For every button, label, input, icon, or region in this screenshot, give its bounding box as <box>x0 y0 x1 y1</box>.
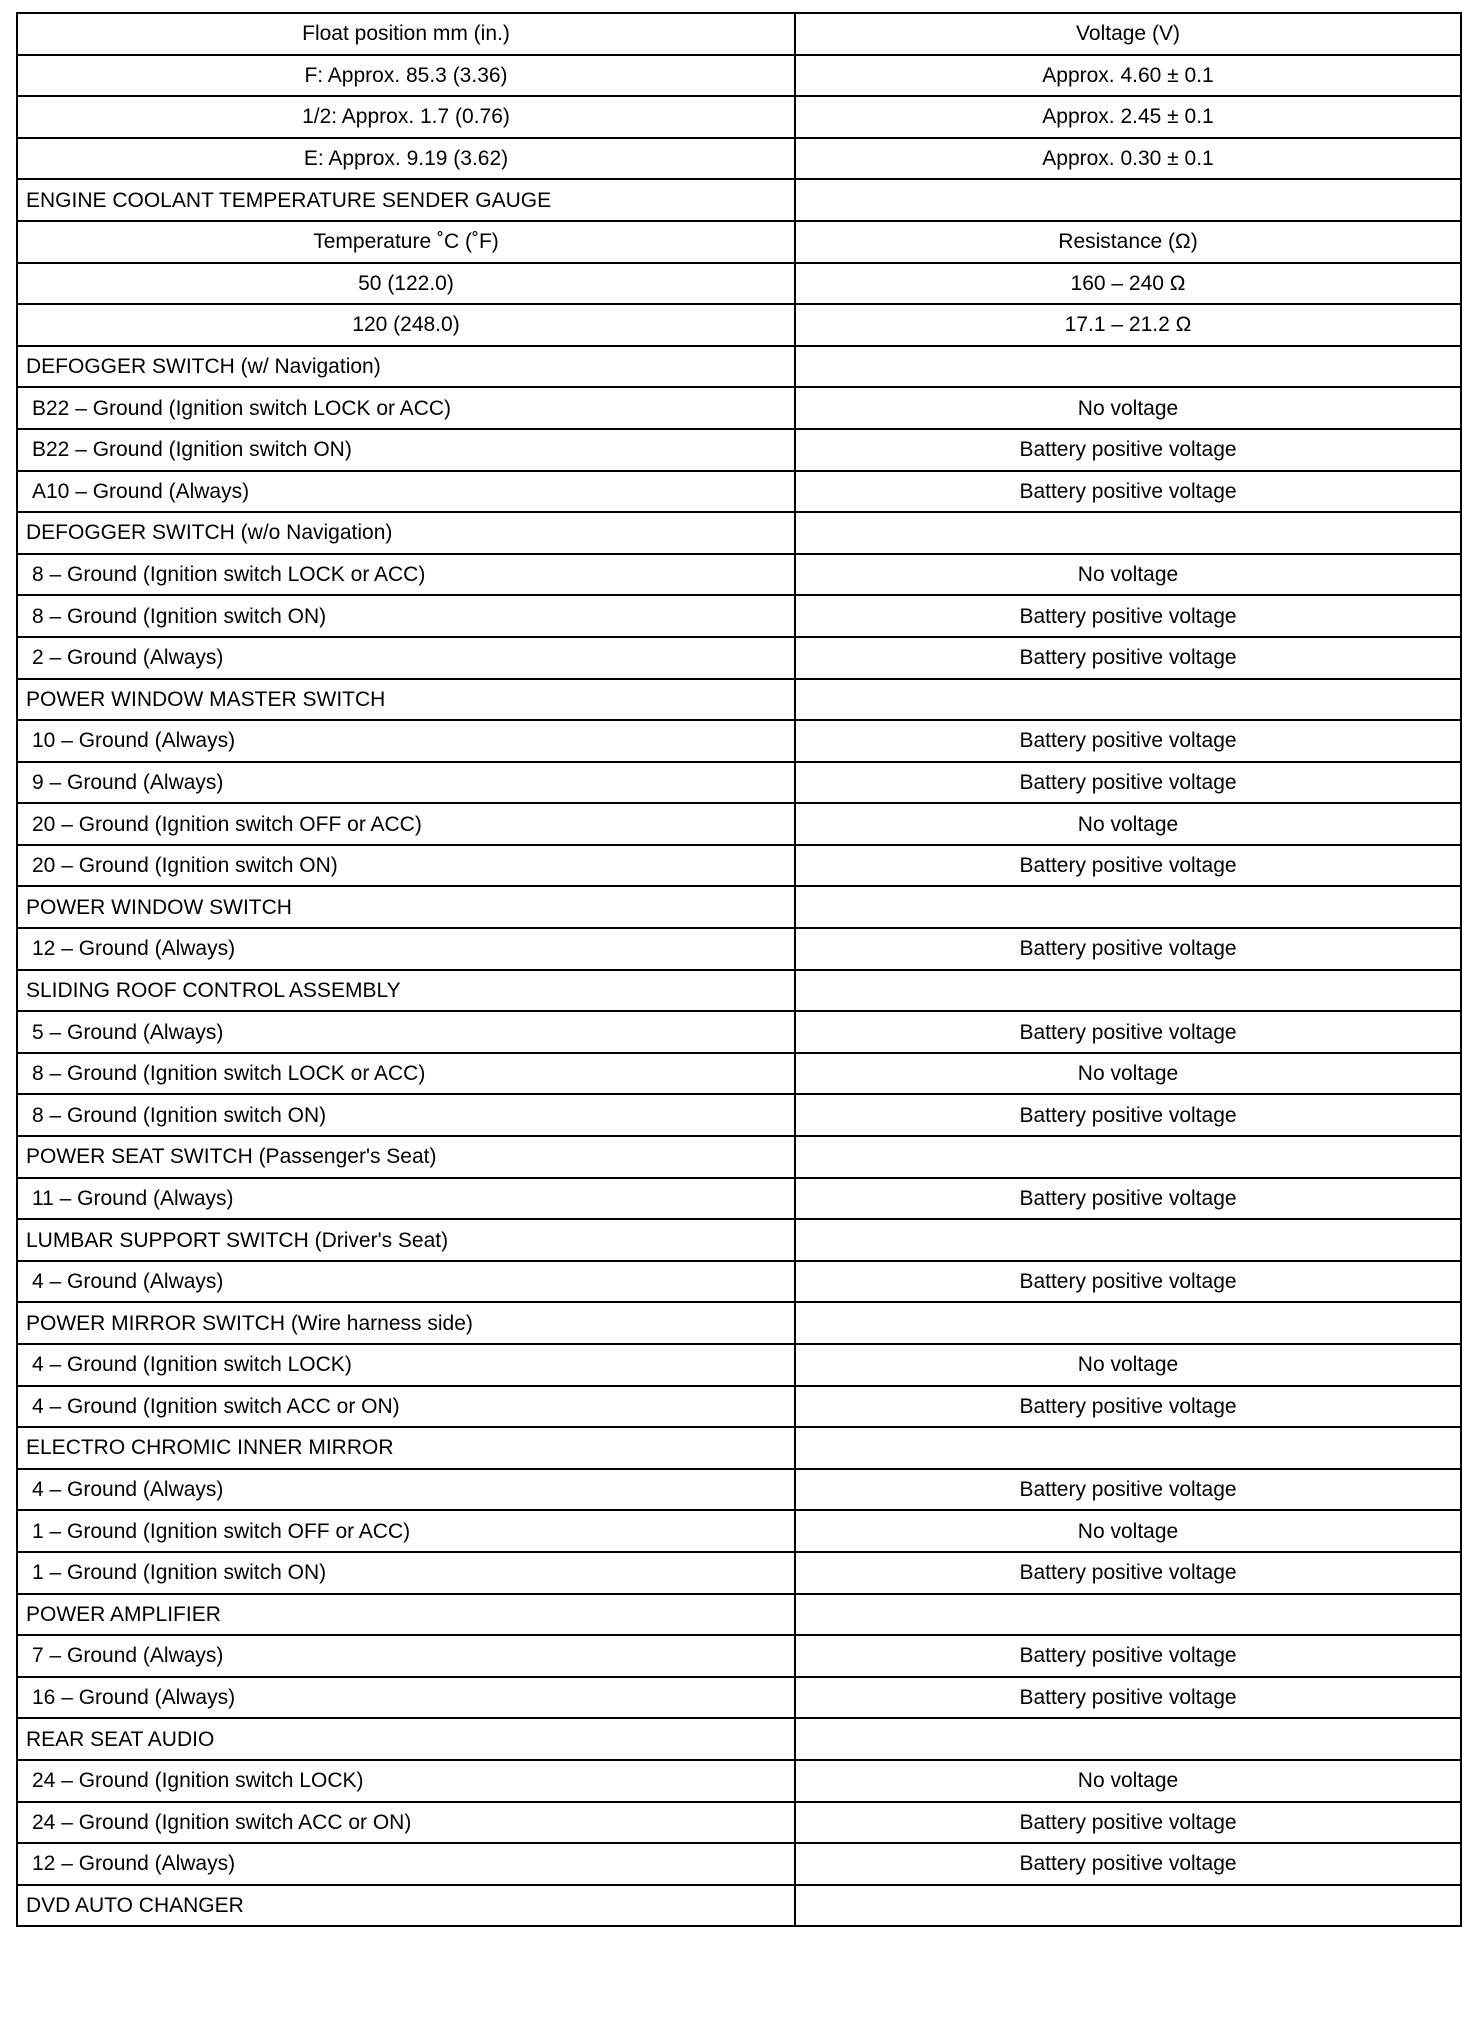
specified-value-cell: Battery positive voltage <box>795 1802 1461 1844</box>
empty-cell <box>795 1427 1461 1469</box>
table-row <box>17 55 1461 97</box>
specified-value-cell: No voltage <box>795 1510 1461 1552</box>
condition-cell: B22 – Ground (Ignition switch LOCK or ACC) <box>17 387 795 429</box>
section-row <box>17 1219 1461 1261</box>
header-row <box>17 221 1461 263</box>
empty-cell <box>795 886 1461 928</box>
specified-value-cell: Battery positive voltage <box>795 1469 1461 1511</box>
empty-cell <box>795 1302 1461 1344</box>
condition-cell: 4 – Ground (Ignition switch ACC or ON) <box>17 1386 795 1428</box>
condition-cell: 20 – Ground (Ignition switch OFF or ACC) <box>17 803 795 845</box>
section-row <box>17 1136 1461 1178</box>
condition-cell: 1/2: Approx. 1.7 (0.76) <box>17 96 795 138</box>
specified-value-cell: Voltage (V) <box>795 13 1461 55</box>
condition-cell: 7 – Ground (Always) <box>17 1635 795 1677</box>
specified-value-cell: Battery positive voltage <box>795 720 1461 762</box>
section-row <box>17 1594 1461 1636</box>
table-row <box>17 554 1461 596</box>
specified-value-cell: 17.1 – 21.2 Ω <box>795 304 1461 346</box>
condition-cell: B22 – Ground (Ignition switch ON) <box>17 429 795 471</box>
section-title-cell: POWER WINDOW MASTER SWITCH <box>17 679 795 721</box>
spec-table <box>16 12 1462 1927</box>
condition-cell: 120 (248.0) <box>17 304 795 346</box>
specified-value-cell: Resistance (Ω) <box>795 221 1461 263</box>
table-row <box>17 1178 1461 1220</box>
specified-value-cell: No voltage <box>795 803 1461 845</box>
table-row <box>17 471 1461 513</box>
section-row <box>17 1885 1461 1927</box>
section-row <box>17 179 1461 221</box>
empty-cell <box>795 1885 1461 1927</box>
empty-cell <box>795 1136 1461 1178</box>
condition-cell: 10 – Ground (Always) <box>17 720 795 762</box>
section-title-cell: LUMBAR SUPPORT SWITCH (Driver's Seat) <box>17 1219 795 1261</box>
section-row <box>17 1302 1461 1344</box>
table-row <box>17 429 1461 471</box>
condition-cell: 16 – Ground (Always) <box>17 1677 795 1719</box>
table-row <box>17 138 1461 180</box>
condition-cell: 2 – Ground (Always) <box>17 637 795 679</box>
condition-cell: A10 – Ground (Always) <box>17 471 795 513</box>
condition-cell: 24 – Ground (Ignition switch ACC or ON) <box>17 1802 795 1844</box>
condition-cell: 9 – Ground (Always) <box>17 762 795 804</box>
specified-value-cell: Battery positive voltage <box>795 1552 1461 1594</box>
table-row <box>17 803 1461 845</box>
condition-cell: Temperature ˚C (˚F) <box>17 221 795 263</box>
table-row <box>17 1677 1461 1719</box>
specified-value-cell: Battery positive voltage <box>795 1677 1461 1719</box>
section-title-cell: POWER SEAT SWITCH (Passenger's Seat) <box>17 1136 795 1178</box>
empty-cell <box>795 970 1461 1012</box>
section-row <box>17 1427 1461 1469</box>
empty-cell <box>795 1594 1461 1636</box>
empty-cell <box>795 179 1461 221</box>
condition-cell: E: Approx. 9.19 (3.62) <box>17 138 795 180</box>
table-row <box>17 637 1461 679</box>
table-row <box>17 387 1461 429</box>
condition-cell: 24 – Ground (Ignition switch LOCK) <box>17 1760 795 1802</box>
table-row <box>17 1469 1461 1511</box>
condition-cell: F: Approx. 85.3 (3.36) <box>17 55 795 97</box>
table-row <box>17 1053 1461 1095</box>
specified-value-cell: Approx. 4.60 ± 0.1 <box>795 55 1461 97</box>
section-title-cell: ELECTRO CHROMIC INNER MIRROR <box>17 1427 795 1469</box>
section-title-cell: DEFOGGER SWITCH (w/ Navigation) <box>17 346 795 388</box>
table-row <box>17 304 1461 346</box>
section-title-cell: POWER WINDOW SWITCH <box>17 886 795 928</box>
empty-cell <box>795 1718 1461 1760</box>
specified-value-cell: Battery positive voltage <box>795 595 1461 637</box>
table-row <box>17 1261 1461 1303</box>
empty-cell <box>795 512 1461 554</box>
section-title-cell: REAR SEAT AUDIO <box>17 1718 795 1760</box>
condition-cell: 8 – Ground (Ignition switch LOCK or ACC) <box>17 554 795 596</box>
condition-cell: 8 – Ground (Ignition switch ON) <box>17 595 795 637</box>
table-row <box>17 720 1461 762</box>
table-row <box>17 1094 1461 1136</box>
section-title-cell: POWER MIRROR SWITCH (Wire harness side) <box>17 1302 795 1344</box>
table-row <box>17 1635 1461 1677</box>
table-row <box>17 1843 1461 1885</box>
condition-cell: 4 – Ground (Always) <box>17 1261 795 1303</box>
condition-cell: 1 – Ground (Ignition switch ON) <box>17 1552 795 1594</box>
specified-value-cell: No voltage <box>795 1760 1461 1802</box>
section-row <box>17 346 1461 388</box>
section-row <box>17 970 1461 1012</box>
specified-value-cell: Approx. 2.45 ± 0.1 <box>795 96 1461 138</box>
specified-value-cell: Battery positive voltage <box>795 1094 1461 1136</box>
specified-value-cell: Battery positive voltage <box>795 637 1461 679</box>
specified-value-cell: Approx. 0.30 ± 0.1 <box>795 138 1461 180</box>
table-row <box>17 263 1461 305</box>
specified-value-cell: Battery positive voltage <box>795 1178 1461 1220</box>
spec-table-body <box>17 13 1461 1926</box>
section-title-cell: ENGINE COOLANT TEMPERATURE SENDER GAUGE <box>17 179 795 221</box>
empty-cell <box>795 679 1461 721</box>
table-row <box>17 1011 1461 1053</box>
condition-cell: 20 – Ground (Ignition switch ON) <box>17 845 795 887</box>
specified-value-cell: No voltage <box>795 387 1461 429</box>
specified-value-cell: Battery positive voltage <box>795 928 1461 970</box>
specified-value-cell: No voltage <box>795 1344 1461 1386</box>
table-row <box>17 1510 1461 1552</box>
condition-cell: 5 – Ground (Always) <box>17 1011 795 1053</box>
specified-value-cell: Battery positive voltage <box>795 1386 1461 1428</box>
specified-value-cell: Battery positive voltage <box>795 429 1461 471</box>
table-row <box>17 762 1461 804</box>
table-row <box>17 595 1461 637</box>
table-row <box>17 928 1461 970</box>
section-title-cell: DEFOGGER SWITCH (w/o Navigation) <box>17 512 795 554</box>
empty-cell <box>795 1219 1461 1261</box>
section-title-cell: SLIDING ROOF CONTROL ASSEMBLY <box>17 970 795 1012</box>
specified-value-cell: Battery positive voltage <box>795 1011 1461 1053</box>
table-row <box>17 1802 1461 1844</box>
condition-cell: 11 – Ground (Always) <box>17 1178 795 1220</box>
specified-value-cell: Battery positive voltage <box>795 845 1461 887</box>
specified-value-cell: Battery positive voltage <box>795 762 1461 804</box>
condition-cell: 8 – Ground (Ignition switch LOCK or ACC) <box>17 1053 795 1095</box>
condition-cell: 12 – Ground (Always) <box>17 928 795 970</box>
specified-value-cell: Battery positive voltage <box>795 1635 1461 1677</box>
table-row <box>17 845 1461 887</box>
section-row <box>17 886 1461 928</box>
header-row <box>17 13 1461 55</box>
empty-cell <box>795 346 1461 388</box>
section-title-cell: POWER AMPLIFIER <box>17 1594 795 1636</box>
table-row <box>17 1386 1461 1428</box>
condition-cell: 12 – Ground (Always) <box>17 1843 795 1885</box>
table-row <box>17 1552 1461 1594</box>
condition-cell: 1 – Ground (Ignition switch OFF or ACC) <box>17 1510 795 1552</box>
section-row <box>17 1718 1461 1760</box>
table-row <box>17 96 1461 138</box>
specified-value-cell: Battery positive voltage <box>795 1843 1461 1885</box>
specified-value-cell: 160 – 240 Ω <box>795 263 1461 305</box>
condition-cell: Float position mm (in.) <box>17 13 795 55</box>
specified-value-cell: Battery positive voltage <box>795 471 1461 513</box>
condition-cell: 4 – Ground (Ignition switch LOCK) <box>17 1344 795 1386</box>
specified-value-cell: No voltage <box>795 554 1461 596</box>
section-title-cell: DVD AUTO CHANGER <box>17 1885 795 1927</box>
table-row <box>17 1344 1461 1386</box>
condition-cell: 8 – Ground (Ignition switch ON) <box>17 1094 795 1136</box>
table-row <box>17 1760 1461 1802</box>
specified-value-cell: Battery positive voltage <box>795 1261 1461 1303</box>
section-row <box>17 512 1461 554</box>
section-row <box>17 679 1461 721</box>
condition-cell: 50 (122.0) <box>17 263 795 305</box>
specified-value-cell: No voltage <box>795 1053 1461 1095</box>
condition-cell: 4 – Ground (Always) <box>17 1469 795 1511</box>
